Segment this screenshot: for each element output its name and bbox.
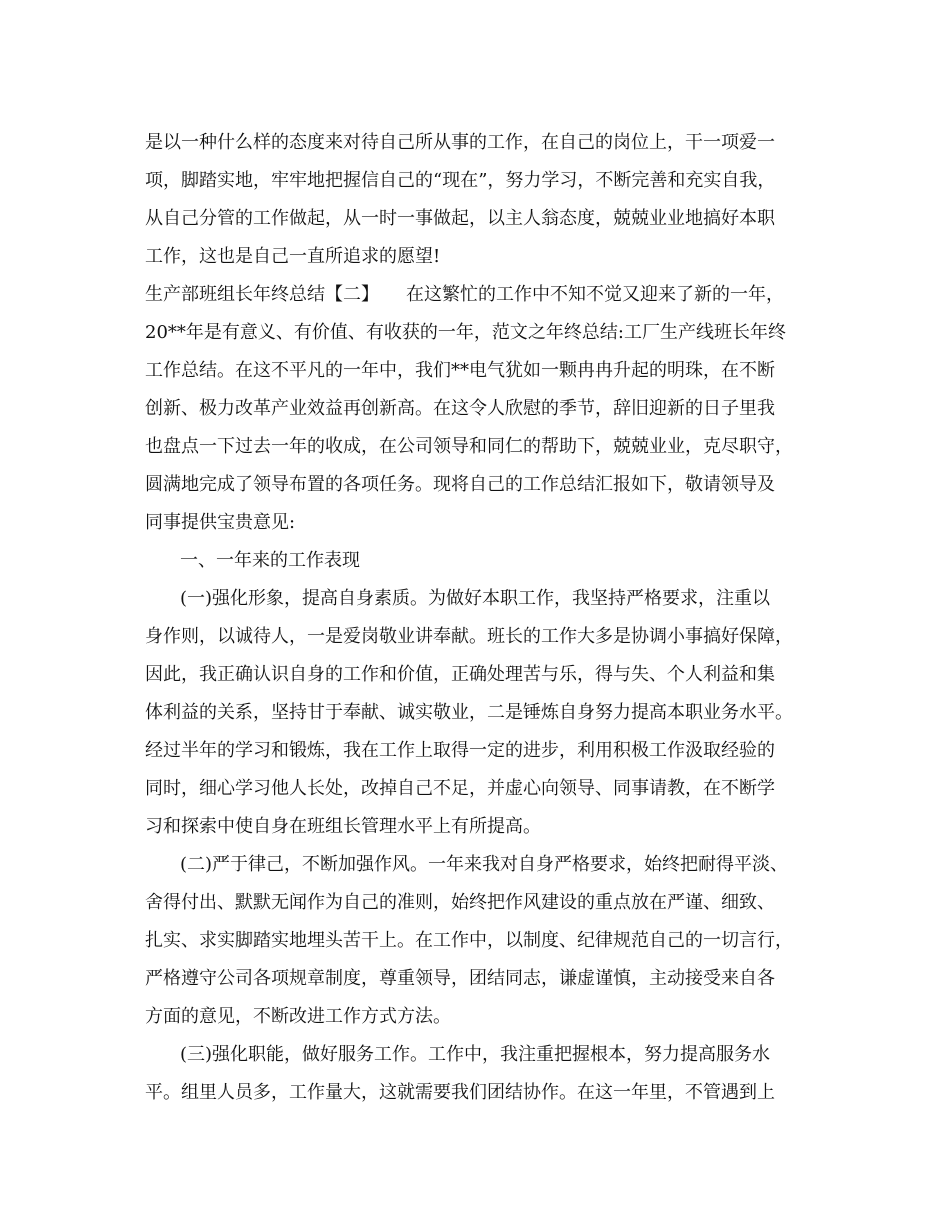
paragraph-line: (一)强化形象，提高自身素质。为做好本职工作，我坚持严格要求，注重以 — [180, 588, 771, 609]
paragraph-line: 同时，细心学习他人长处，改掉自己不足，并虚心向领导、同事请教，在不断学 — [145, 778, 775, 799]
paragraph-line: 同事提供宝贵意见: — [145, 512, 296, 533]
paragraph-line: 方面的意见，不断改进工作方式方法。 — [145, 1006, 451, 1027]
paragraph-line: 生产部班组长年终总结【二】 在这繁忙的工作中不知不觉又迎来了新的一年， — [145, 284, 784, 305]
paragraph-line: (二)严于律己，不断加强作风。一年来我对自身严格要求，始终把耐得平淡、 — [180, 854, 789, 875]
paragraph-line: 体利益的关系，坚持甘于奉献、诚实敬业，二是锤炼自身努力提高本职业务水平。 — [145, 702, 793, 723]
paragraph-line: 从自己分管的工作做起，从一时一事做起，以主人翁态度，兢兢业业地搞好本职 — [145, 208, 775, 229]
paragraph-line: 也盘点一下过去一年的收成，在公司领导和同仁的帮助下，兢兢业业，克尽职守， — [145, 436, 793, 457]
paragraph-line: 身作则，以诚待人，一是爱岗敬业讲奉献。班长的工作大多是协调小事搞好保障， — [145, 626, 793, 647]
paragraph-line: 舍得付出、默默无闻作为自己的准则，始终把作风建设的重点放在严谨、细致、 — [145, 892, 775, 913]
paragraph-line: (三)强化职能，做好服务工作。工作中，我注重把握根本，努力提高服务水 — [180, 1044, 771, 1065]
paragraph-line: 工作，这也是自己一直所追求的愿望! — [145, 246, 441, 267]
paragraph-line: 因此，我正确认识自身的工作和价值，正确处理苦与乐，得与失、个人利益和集 — [145, 664, 775, 685]
paragraph-line: 20**年是有意义、有价值、有收获的一年，范文之年终总结:工厂生产线班长年终 — [145, 322, 786, 343]
paragraph-line: 工作总结。在这不平凡的一年中，我们**电气犹如一颗冉冉升起的明珠，在不断 — [145, 360, 775, 381]
paragraph-line: 扎实、求实脚踏实地埋头苦干上。在工作中，以制度、纪律规范自己的一切言行， — [145, 930, 793, 951]
paragraph-line: 圆满地完成了领导布置的各项任务。现将自己的工作总结汇报如下，敬请领导及 — [145, 474, 775, 495]
paragraph-line: 项，脚踏实地，牢牢地把握信自己的“现在”，努力学习，不断完善和充实自我， — [145, 170, 776, 191]
paragraph-line: 创新、极力改革产业效益再创新高。在这令人欣慰的季节，辞旧迎新的日子里我 — [145, 398, 775, 419]
paragraph-line: 习和探索中使自身在班组长管理水平上有所提高。 — [145, 816, 541, 837]
paragraph-line: 是以一种什么样的态度来对待自己所从事的工作，在自己的岗位上，干一项爱一 — [145, 132, 775, 153]
paragraph-line: 经过半年的学习和锻炼，我在工作上取得一定的进步，利用积极工作汲取经验的 — [145, 740, 775, 761]
paragraph-line: 严格遵守公司各项规章制度，尊重领导，团结同志，谦虚谨慎，主动接受来自各 — [145, 968, 775, 989]
section-heading: 一、一年来的工作表现 — [180, 550, 360, 571]
paragraph-line: 平。组里人员多，工作量大，这就需要我们团结协作。在这一年里，不管遇到上 — [145, 1082, 775, 1103]
